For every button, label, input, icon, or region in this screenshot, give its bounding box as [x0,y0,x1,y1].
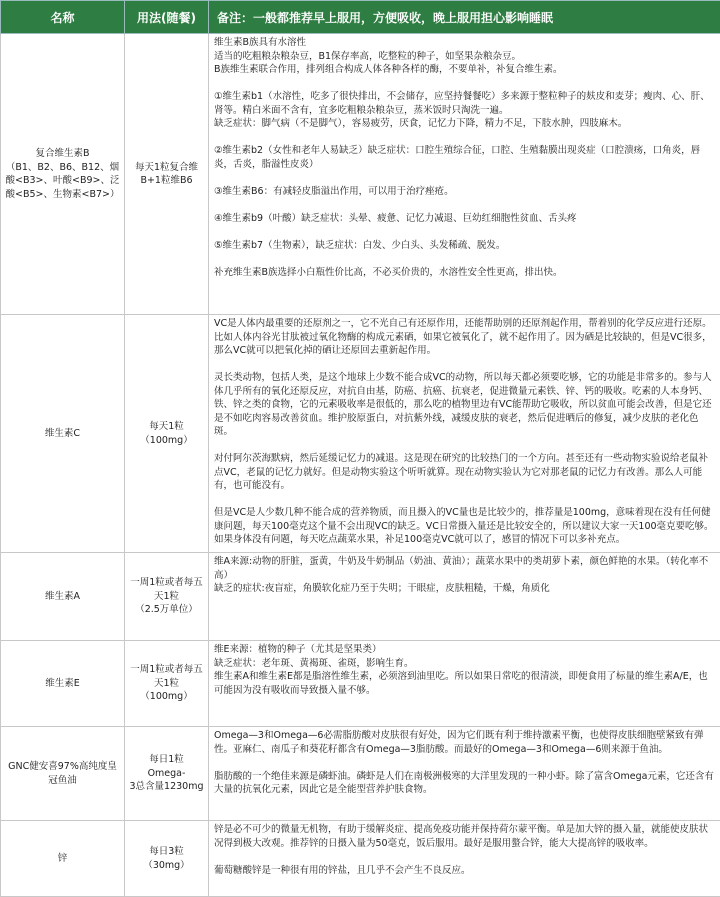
note-paragraph: ④维生素b9（叶酸）缺乏症状：头晕、疲惫、记忆力减退、巨幼红细胞性贫血、舌头疼 [214,212,716,226]
note-paragraph: ③维生素B6：有减轻皮脂溢出作用，可以用于治疗痤疮。 [214,185,716,199]
note-paragraph: 缺乏症状：老年斑、黄褐斑、雀斑，影响生育。 [214,657,716,671]
supplement-notes [209,315,720,553]
note-paragraph: Omega—3和Omega—6必需脂肪酸对皮肤很有好处，因为它们既有利于维持激素平衡，也使得皮肤细胞壁紧致有弹性。亚麻仁、南瓜子和葵花籽都含有Omega—3脂肪酸。而最好的Omega—3和Omega—6则来源于鱼油。 [214,729,716,756]
header-usage: 用法(随餐) [125,1,209,34]
note-paragraph: 维E来源：植物的种子（尤其是坚果类） [214,643,716,657]
note-paragraph: 维A来源:动物的肝脏，蛋黄，牛奶及牛奶制品（奶油、黄油）；蔬菜水果中的类胡萝卜素，颜色鲜艳的水果。（转化率不高） [214,555,716,582]
supplement-dose: 一周1粒或者每五天1粒 （100mg） [125,641,209,727]
note-paragraph: ⑤维生素b7（生物素），缺乏症状：白发、少白头、头发稀疏、脱发。 [214,239,716,253]
paragraph-gap [214,77,716,91]
table-row [1,641,720,727]
note-paragraph: ②维生素b2（女性和老年人易缺乏）缺乏症状：口腔生殖综合征，口腔、生殖黏膜出现炎症（口腔溃疡，口角炎，唇炎，舌炎，脂溢性皮炎） [214,144,716,171]
supplement-notes [209,553,720,641]
note-paragraph: 缺乏症状：脚气病（不是脚气），容易疲劳，厌食，记忆力下降，精力不足，下肢水肿，四肢麻木。 [214,117,716,131]
supplement-name: GNC健安喜97%高纯度皇冠鱼油 [1,727,125,821]
table-row [1,727,720,821]
supplement-notes [209,727,720,821]
paragraph-gap [214,198,716,212]
supplement-name: 锌 [1,821,125,897]
paragraph-gap [214,493,716,507]
table-row [1,821,720,897]
supplement-notes [209,641,720,727]
note-paragraph: 对付阿尔茨海默病，然后延缓记忆力的减退。这是现在研究的比较热门的一个方向。甚至还有一些动物实验说给老鼠补点VC，老鼠的记忆力就好。但是动物实验这个听听就算。现在动物实验认为它对那老鼠的记忆力有改善。那么人可能有，也可能没有。 [214,452,716,493]
paragraph-gap [214,358,716,372]
header-name: 名称 [1,1,125,34]
header-row [1,1,720,34]
paragraph-gap [214,225,716,239]
note-paragraph: 缺乏的症状:夜盲症，角膜软化症乃至于失明；干眼症，皮肤粗糙，干燥，角质化 [214,582,716,596]
supplement-name: 维生素C [1,315,125,553]
note-paragraph: VC是人体内最重要的还原剂之一，它不光自己有还原作用，还能帮助别的还原剂起作用，帮着别的化学反应进行还原。比如人体内谷光甘肽被过氧化物酶的构成元素硒，如果它被氧化了，就不起作用了。因为硒是比较缺的，但是VC很多，那么VC就可以把氧化掉的硒让还原回去重新起作用。 [214,317,716,358]
supplement-name: 维生素A [1,553,125,641]
supplement-dose: 每日1粒 Omega- 3总含量1230mg [125,727,209,821]
supplement-dose: 每天1粒复合维B+1粒维B6 [125,34,209,315]
supplement-name: 维生素E [1,641,125,727]
supplement-notes [209,34,720,315]
paragraph-gap [214,850,716,864]
supplement-dose: 一周1粒或者每五天1粒 （2.5万单位） [125,553,209,641]
note-paragraph: 适当的吃粗粮杂粮杂豆，B1保存率高，吃整粒的种子，如坚果杂粮杂豆。 [214,50,716,64]
paragraph-gap [214,439,716,453]
supplement-dose: 每日3粒 （30mg） [125,821,209,897]
paragraph-gap [214,171,716,185]
note-paragraph: 维生素B族具有水溶性 [214,36,716,50]
supplement-name: 复合维生素B （B1、B2、B6、B12、烟酸<B3>、叶酸<B9>、泛酸<B5>、生物素<B7>） [1,34,125,315]
paragraph-gap [214,756,716,770]
note-paragraph: 灵长类动物，包括人类，是这个地球上少数不能合成VC的动物，所以每天都必须要吃够，它的功能是非常多的。参与人体几乎所有的氧化还原反应，对抗自由基，防癌、抗癌、抗衰老，促进微量元素铁、锌、钙的吸收。吃素的人本身钙、铁、锌之类的食物，它的元素吸收率是很低的，那么吃的植物里边有VC能帮助它吸收，所以贫血可能会改善，但是它还是不如吃肉容易改善贫血。维护胶原蛋白，对抗紫外线，减缓皮肤的衰老，然后促进晒后的修复，减少皮肤的老化色斑。 [214,371,716,439]
note-paragraph: 葡萄糖酸锌是一种很有用的锌盐，且几乎不会产生不良反应。 [214,864,716,878]
table-row [1,315,720,553]
note-paragraph: 脂肪酸的一个绝佳来源是磷虾油。磷虾是人们在南极洲极寒的大洋里发现的一种小虾。除了富含Omega元素，它还含有大量的抗氧化元素，因此它是全能型营养护肤食物。 [214,770,716,797]
note-paragraph: B族维生素联合作用，排列组合构成人体各种各样的酶，不要单补，补复合维生素。 [214,63,716,77]
table-row [1,553,720,641]
note-paragraph: 维生素A和维生素E都是脂溶性维生素，必须溶到油里吃。所以如果日常吃的很清淡，即便食用了标量的维生素A/E，也可能因为没有吸收而导致摄入量不够。 [214,670,716,697]
note-paragraph: 补充维生素B族选择小白瓶性价比高，不必买价贵的，水溶性安全性更高，排出快。 [214,266,716,280]
note-paragraph: ①维生素b1（水溶性，吃多了很快排出，不会储存，应坚持餐餐吃）多来源于整粒种子的麸皮和麦芽；瘦肉、心、肝、肾等。精白米面不含有，宜多吃粗粮杂粮杂豆，蒸米饭时只淘洗一遍。 [214,90,716,117]
paragraph-gap [214,131,716,145]
table-row [1,34,720,315]
note-paragraph: 锌是必不可少的微量无机物，有助于缓解炎症、提高免疫功能并保持荷尔蒙平衡。单是加大锌的摄入量，就能使皮肤状况得到极大改观。推荐锌的日摄入量为50毫克，饭后服用。最好是服用螯合锌，能大大提高锌的吸收率。 [214,823,716,850]
paragraph-gap [214,252,716,266]
header-notes: 备注：一般都推荐早上服用，方便吸收，晚上服用担心影响睡眠 [209,1,720,34]
note-paragraph: 但是VC是人少数几种不能合成的营养物质，而且摄入的VC量也是比较少的，推荐量是100mg，意味着现在没有任何健康问题，每天100毫克这个量不会出现VC的缺乏。VC日常摄入量还是比较安全的，所以建议大家一天100毫克要吃够。如果身体没有问题，每天吃点蔬菜水果，补足100毫克VC就可以了，感冒的情况下可以多补充点。 [214,506,716,547]
supplement-notes [209,821,720,897]
supplement-dose: 每天1粒 （100mg） [125,315,209,553]
